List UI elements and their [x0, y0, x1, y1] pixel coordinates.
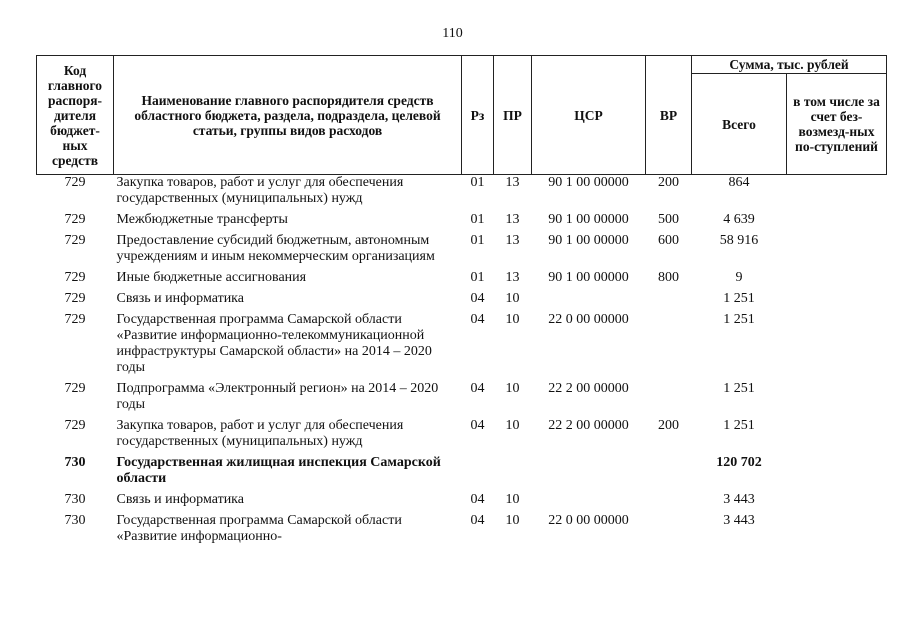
- row-incl: [787, 492, 887, 513]
- row-vr: [646, 312, 692, 381]
- table-row: [37, 312, 887, 381]
- table-body: [37, 175, 887, 551]
- row-vr: 200: [658, 175, 679, 190]
- header-incl: в том числе за счет без-возмезд-ных по-ступлений: [787, 74, 887, 175]
- row-rz: 04: [470, 513, 485, 528]
- header-rz: Рз: [462, 56, 494, 175]
- row-pr: 13: [505, 212, 520, 227]
- row-csr: [532, 291, 646, 312]
- row-incl: [787, 312, 887, 381]
- row-rz: 04: [470, 418, 485, 433]
- row-name: Подпрограмма «Электронный регион» на 2014 – 2020 годы: [116, 381, 439, 412]
- row-name: Предоставление субсидий бюджетным, автономным учреждениям и иным некоммерческим организациям: [116, 233, 435, 264]
- row-total: 3 443: [723, 513, 755, 528]
- table-row: [37, 381, 887, 418]
- row-vr: 500: [658, 212, 679, 227]
- row-code: 730: [64, 455, 86, 470]
- row-vr: [646, 291, 692, 312]
- row-total: 1 251: [723, 291, 755, 306]
- row-name: Государственная программа Самарской области «Развитие информационно-телекоммуникационной инфраструктуры Самарской области» на 2014 – 2020 годы: [116, 312, 432, 375]
- header-total: Всего: [692, 74, 787, 175]
- row-total: 1 251: [723, 381, 755, 396]
- row-code: 729: [64, 381, 86, 396]
- row-name: Закупка товаров, работ и услуг для обеспечения государственных (муниципальных) нужд: [116, 175, 404, 206]
- row-name: Государственная программа Самарской области «Развитие информационно-: [116, 513, 402, 544]
- row-incl: [787, 513, 887, 550]
- header-code: Код главного распоря-дителя бюджет-ных средств: [37, 56, 114, 175]
- budget-table: [36, 55, 887, 550]
- table-row: [37, 455, 887, 492]
- row-total: 864: [728, 175, 750, 190]
- table-row: [37, 233, 887, 270]
- row-incl: [787, 270, 887, 291]
- row-incl: [787, 455, 887, 492]
- row-rz: 04: [470, 381, 485, 396]
- row-code: 729: [64, 312, 86, 327]
- row-name: Государственная жилищная инспекция Самарской области: [116, 455, 441, 486]
- row-csr: [532, 455, 646, 492]
- row-csr: 22 0 00 00000: [548, 312, 629, 327]
- row-incl: [787, 291, 887, 312]
- row-total: 4 639: [723, 212, 755, 227]
- row-code: 729: [64, 175, 86, 190]
- row-csr: [532, 492, 646, 513]
- row-code: 729: [64, 233, 86, 248]
- row-rz: 01: [470, 175, 485, 190]
- row-rz: 01: [470, 233, 485, 248]
- row-rz: 04: [470, 291, 485, 306]
- row-csr: 90 1 00 00000: [548, 270, 629, 285]
- row-csr: 90 1 00 00000: [548, 175, 629, 190]
- row-incl: [787, 175, 887, 213]
- row-name: Иные бюджетные ассигнования: [116, 270, 307, 285]
- row-pr: 13: [505, 175, 520, 190]
- row-csr: 22 2 00 00000: [548, 418, 629, 433]
- row-pr: 10: [505, 418, 520, 433]
- row-pr: 13: [505, 233, 520, 248]
- header-vr: ВР: [646, 56, 692, 175]
- row-rz: 01: [470, 270, 485, 285]
- row-incl: [787, 212, 887, 233]
- row-pr: 10: [505, 291, 520, 306]
- row-vr: [646, 455, 692, 492]
- row-csr: 22 2 00 00000: [548, 381, 629, 396]
- page-number: 110: [442, 26, 463, 41]
- row-incl: [787, 233, 887, 270]
- table-row: [37, 270, 887, 291]
- row-vr: [646, 381, 692, 418]
- row-pr: [494, 455, 532, 492]
- row-code: 730: [64, 513, 86, 528]
- header-name: Наименование главного распорядителя средств областного бюджета, раздела, подраздела, целевой статьи, группы видов расходов: [114, 56, 462, 175]
- row-incl: [787, 418, 887, 455]
- row-total: 120 702: [716, 455, 762, 470]
- row-pr: 10: [505, 312, 520, 327]
- row-code: 730: [64, 492, 86, 507]
- table-header: [37, 56, 887, 175]
- row-rz: 01: [470, 212, 485, 227]
- row-total: 3 443: [723, 492, 755, 507]
- row-vr: 800: [658, 270, 679, 285]
- row-vr: [646, 513, 692, 550]
- table-row: [37, 418, 887, 455]
- header-sum-group: Сумма, тыс. рублей: [692, 56, 887, 74]
- table-row: [37, 492, 887, 513]
- header-pr: ПР: [494, 56, 532, 175]
- row-csr: 90 1 00 00000: [548, 212, 629, 227]
- table-row: [37, 212, 887, 233]
- row-name: Межбюджетные трансферты: [116, 212, 288, 227]
- row-code: 729: [64, 418, 86, 433]
- row-csr: 22 0 00 00000: [548, 513, 629, 528]
- row-name: Связь и информатика: [116, 291, 244, 306]
- row-vr: 200: [658, 418, 679, 433]
- row-total: 1 251: [723, 418, 755, 433]
- row-code: 729: [64, 291, 86, 306]
- row-pr: 10: [505, 492, 520, 507]
- table-row: [37, 291, 887, 312]
- row-pr: 10: [505, 381, 520, 396]
- row-pr: 13: [505, 270, 520, 285]
- row-name: Закупка товаров, работ и услуг для обеспечения государственных (муниципальных) нужд: [116, 418, 404, 449]
- table-row: [37, 175, 887, 213]
- header-csr: ЦСР: [532, 56, 646, 175]
- row-csr: 90 1 00 00000: [548, 233, 629, 248]
- table-row: [37, 513, 887, 550]
- row-rz: 04: [470, 492, 485, 507]
- row-rz: [462, 455, 494, 492]
- row-name: Связь и информатика: [116, 492, 244, 507]
- row-pr: 10: [505, 513, 520, 528]
- row-total: 9: [735, 270, 743, 285]
- row-code: 729: [64, 212, 86, 227]
- row-rz: 04: [470, 312, 485, 327]
- row-total: 1 251: [723, 312, 755, 327]
- row-vr: [646, 492, 692, 513]
- row-vr: 600: [658, 233, 679, 248]
- row-incl: [787, 381, 887, 418]
- row-total: 58 916: [719, 233, 759, 248]
- row-code: 729: [64, 270, 86, 285]
